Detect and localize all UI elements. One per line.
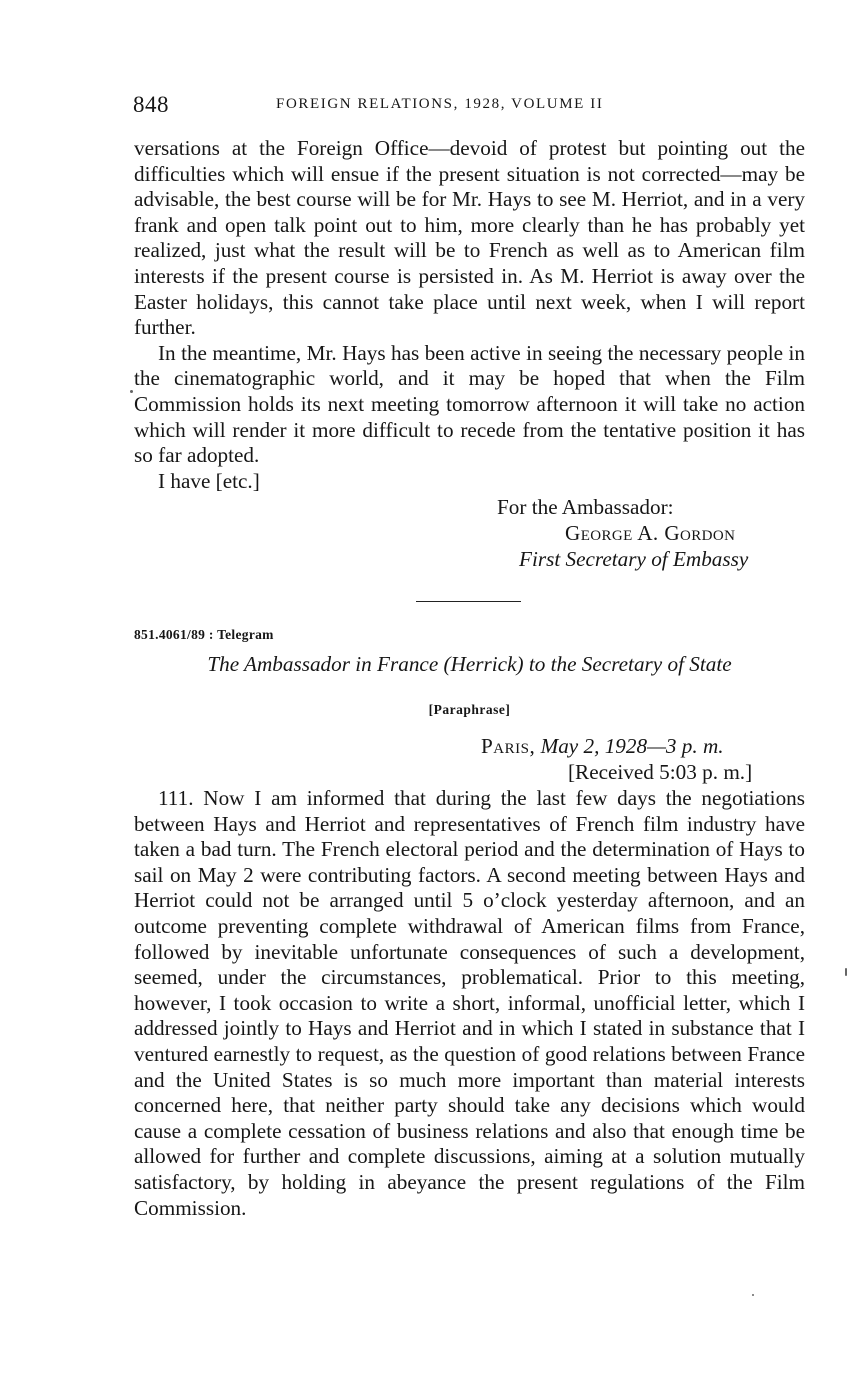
dateline	[481, 734, 724, 759]
section-divider	[416, 601, 521, 602]
letter-paragraph-1: versations at the Foreign Office—devoid of protest but pointing out the difficulties which will ensue if the present situation is not corrected—may be advisable, the best course will be for Mr. Hays to see M. Herriot, and in a very frank and open talk point out to him, more clearly than he has probably yet realized, just what the result will be to French as well as to American film interests if the present course is persisted in. As M. Herriot is away over the Easter holidays, this cannot take place until next week, when I will report further.	[134, 136, 805, 340]
scan-speck	[845, 968, 847, 976]
telegram-body	[134, 786, 805, 1221]
letter-closing: I have [etc.]	[158, 468, 260, 493]
received-time: [Received 5:03 p. m.]	[568, 760, 753, 784]
letter-body	[134, 136, 805, 494]
page-header	[133, 92, 805, 122]
file-reference: 851.4061/89 : Telegram	[134, 627, 274, 642]
page-number: 848	[133, 92, 169, 117]
running-head: FOREIGN RELATIONS, 1928, VOLUME II	[276, 96, 604, 112]
dateline-place: Paris,	[481, 734, 536, 758]
document-title: The Ambassador in France (Herrick) to the Secretary of State	[207, 652, 732, 676]
signer-title: First Secretary of Embassy	[519, 547, 749, 571]
paraphrase-note: [Paraphrase]	[428, 702, 511, 717]
signoff-line: For the Ambassador:	[497, 495, 674, 519]
dateline-date: May 2, 1928—3 p. m.	[540, 734, 724, 758]
telegram-paragraph: 111. Now I am informed that during the last few days the negotiations between Hays and Herriot and representatives of French film industry have taken a bad turn. The French electoral period and the determination of Hays to sail on May 2 were contributing factors. A second meeting between Hays and Herriot could not be arranged until 5 o’clock yesterday afternoon, and an outcome preventing complete withdrawal of American films from France, followed by inevitable unfortunate consequences of such a development, seemed, under the circumstances, problematical. Prior to this meeting, however, I took occasion to write a short, informal, unofficial letter, which I addressed jointly to Hays and Herriot and in which I stated in substance that I ventured earnestly to request, as the question of good relations between France and the United States is so much more important than material interests concerned here, that neither party should take any decisions which would cause a complete cessation of business relations and also that enough time be allowed for further and complete discussions, aiming at a solution mutually satisfactory, by holding in abeyance the present regulations of the Film Commission.	[134, 786, 805, 1220]
scan-speck	[752, 1294, 754, 1296]
letter-paragraph-2: In the meantime, Mr. Hays has been active in seeing the necessary people in the cinematographic world, and it may be hoped that when the Film Commission holds its next meeting tomorrow afternoon it will take no action which will render it more difficult to recede from the tentative position it has so far adopted.	[134, 340, 805, 468]
signature-block	[497, 494, 817, 572]
scan-speck	[130, 390, 133, 393]
signer-name: George A. Gordon	[565, 521, 736, 545]
